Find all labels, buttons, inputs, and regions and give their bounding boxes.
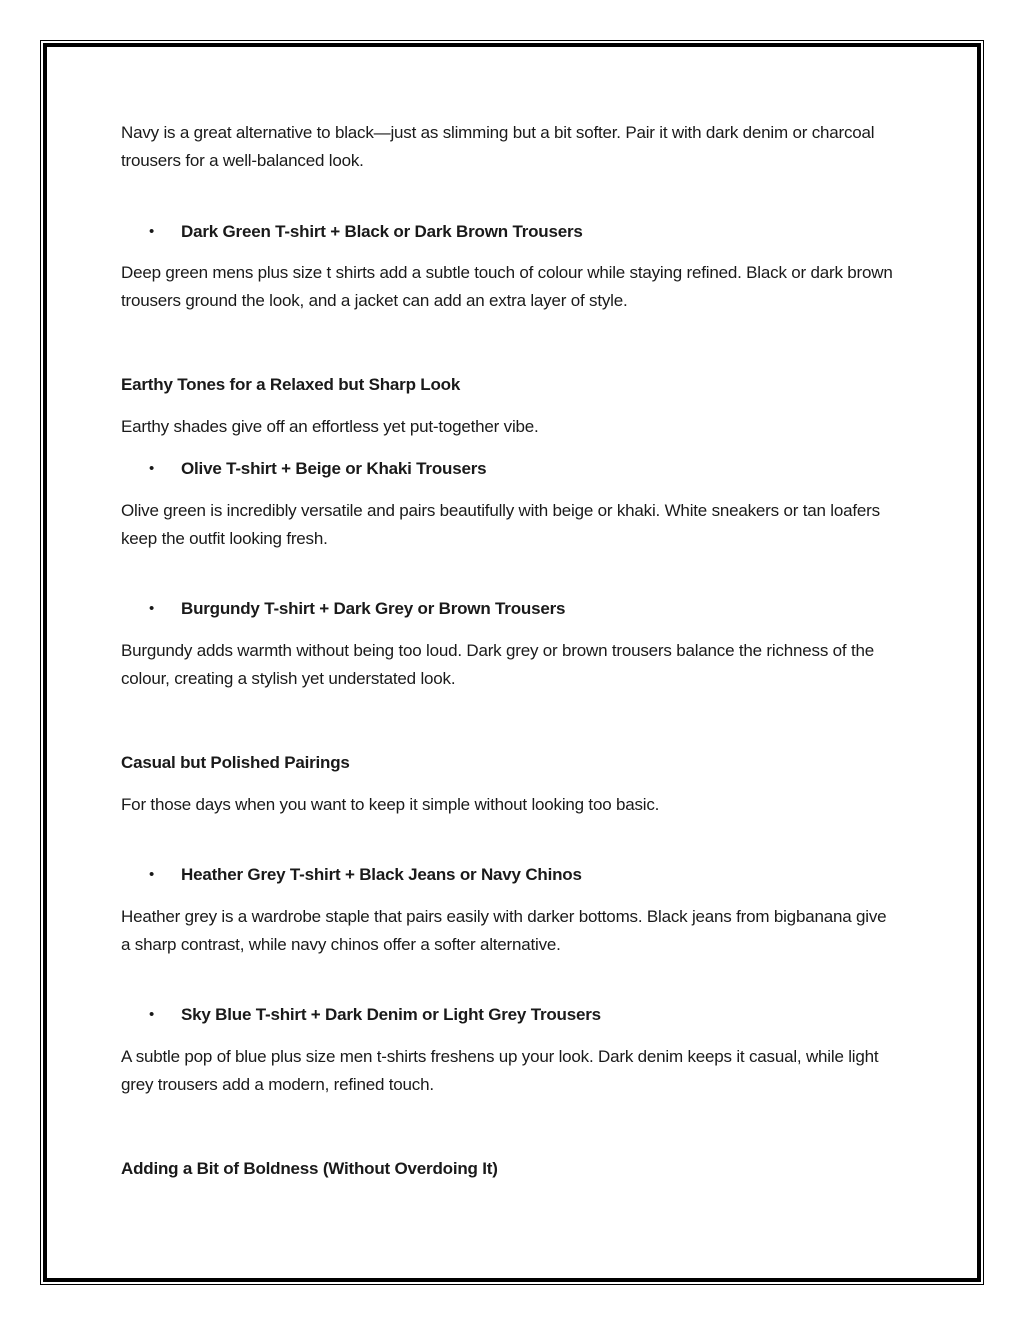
- item-body-olive: Olive green is incredibly versatile and pairs beautifully with beige or khaki. White sneakers or tan loafers keep the outfit looking fresh.: [121, 501, 880, 548]
- item-body-burgundy: Burgundy adds warmth without being too loud. Dark grey or brown trousers balance the richness of the colour, creating a stylish yet understated look.: [121, 641, 874, 688]
- item-title-burgundy: Burgundy T-shirt + Dark Grey or Brown Trousers: [181, 599, 566, 618]
- section-heading-earthy: Earthy Tones for a Relaxed but Sharp Look: [121, 375, 461, 394]
- bullet-icon: •: [149, 460, 155, 477]
- item-body-dark-green: Deep green mens plus size t shirts add a subtle touch of colour while staying refined. Black or dark brown trousers ground the look, and a jacket can add an extra layer of style.: [121, 263, 893, 310]
- item-title-olive: Olive T-shirt + Beige or Khaki Trousers: [181, 459, 487, 478]
- section-intro-earthy: Earthy shades give off an effortless yet put-together vibe.: [121, 417, 539, 436]
- item-body-sky-blue: A subtle pop of blue plus size men t-shirts freshens up your look. Dark denim keeps it casual, while light grey trousers add a modern, refined touch.: [121, 1047, 879, 1094]
- section-heading-casual: Casual but Polished Pairings: [121, 753, 350, 772]
- bullet-icon: •: [149, 1006, 155, 1023]
- item-title-dark-green: Dark Green T-shirt + Black or Dark Brown Trousers: [181, 222, 583, 241]
- item-body-heather: Heather grey is a wardrobe staple that pairs easily with darker bottoms. Black jeans from bigbanana give a sharp contrast, while navy chinos offer a softer alternative.: [121, 907, 887, 954]
- section-heading-boldness: Adding a Bit of Boldness (Without Overdoing It): [121, 1159, 498, 1178]
- item-title-heather: Heather Grey T-shirt + Black Jeans or Navy Chinos: [181, 865, 582, 884]
- intro-paragraph: Navy is a great alternative to black—just as slimming but a bit softer. Pair it with dark denim or charcoal trousers for a well-balanced look.: [121, 123, 875, 170]
- bullet-icon: •: [149, 223, 155, 240]
- bullet-icon: •: [149, 866, 155, 883]
- section-intro-casual: For those days when you want to keep it simple without looking too basic.: [121, 795, 660, 814]
- item-title-sky-blue: Sky Blue T-shirt + Dark Denim or Light Grey Trousers: [181, 1005, 601, 1024]
- bullet-icon: •: [149, 600, 155, 617]
